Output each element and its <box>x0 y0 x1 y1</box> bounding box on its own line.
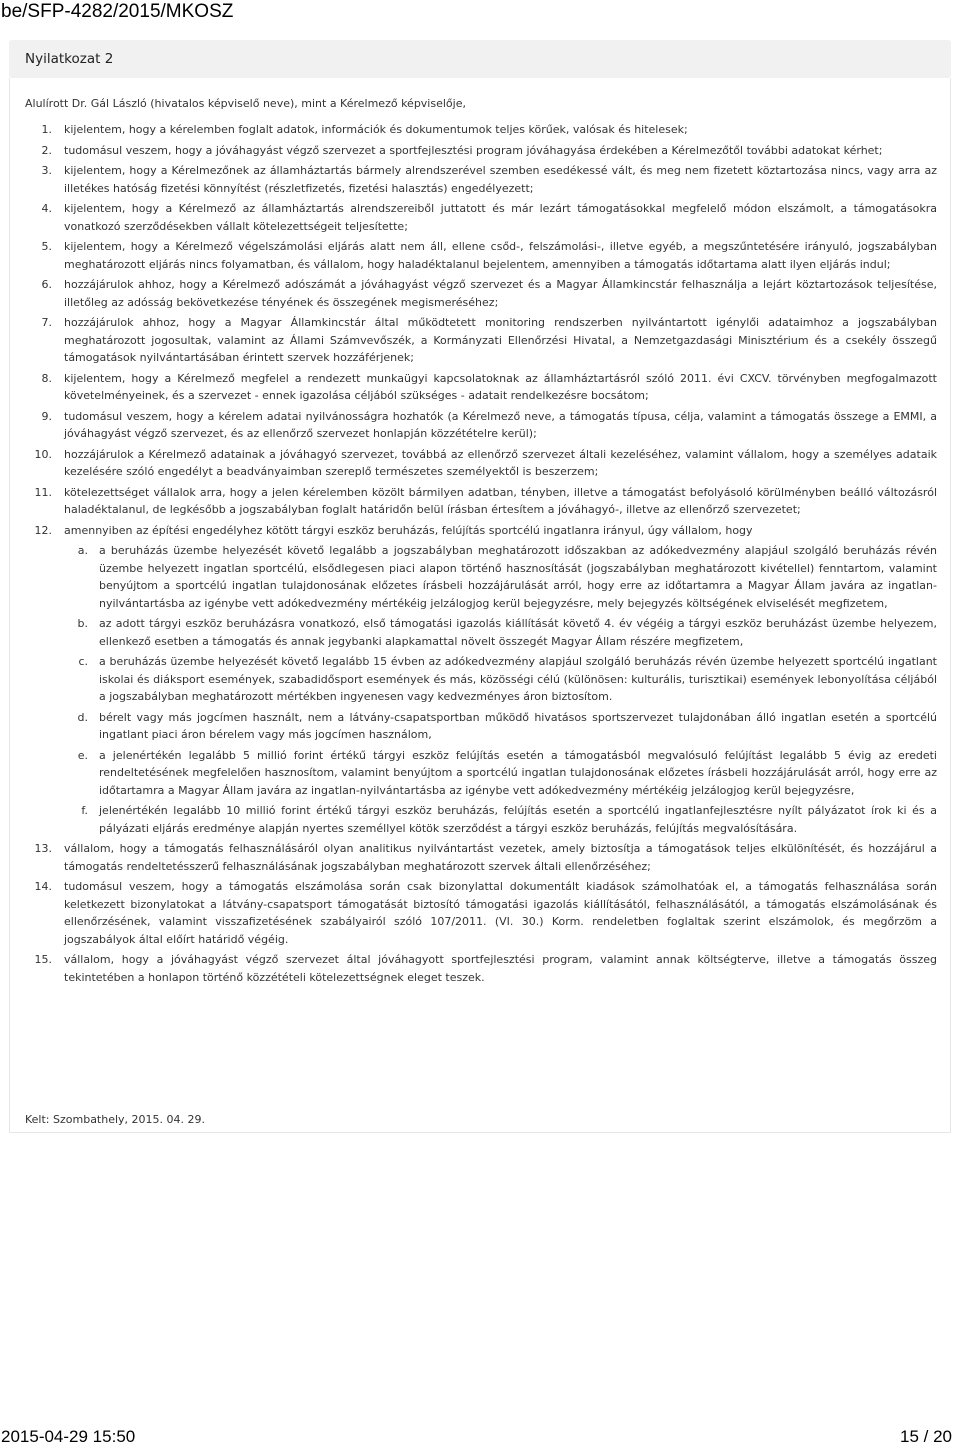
list-item-text: hozzájárulok ahhoz, hogy a Magyar Államkincstár által működtetett monitoring rendszerben nyilvántartott igénylői adataimhoz a jogszabályban meghatározott jogosultak, valamint az Állami Számvevőszék, a Kormányzati Ellenőrzési Hivatal, a Nemzetgazdasági Minisztérium és a csekély összegű támogatások nyilvántartásában érintett szervek hozzáférjenek; <box>64 316 937 364</box>
list-item <box>9 840 951 875</box>
list-item <box>9 162 951 197</box>
list-item-text: vállalom, hogy a jóváhagyást végző szervezet által jóváhagyott sportfejlesztési program, valamint annak költségterve, illetve a támogatás összeg tekintetében a honlapon történő közzétételi kötelezettségnek eleget teszek. <box>64 953 937 984</box>
list-item-text: tudomásul veszem, hogy a jóváhagyást végző szervezet a sportfejlesztési program jóváhagyása érdekében a Kérelmezőtől további adatokat kérhet; <box>64 143 883 157</box>
list-item-number: 4. <box>41 202 52 215</box>
sub-list-item-text: bérelt vagy más jogcímen használt, nem a látvány-csapatsportban működő hivatásos sportszervezet tulajdonában álló ingatlan esetén a sportcélú ingatlant piaci áron bérelem vagy más jogcímen használom, <box>99 710 937 741</box>
sub-list-item <box>9 802 951 837</box>
sub-list-item <box>9 747 951 800</box>
sub-list-item-text: jelenértékén legalább 10 millió forint értékű tárgyi eszköz beruházás, felújítás esetén a sportcélú ingatlanfejlesztésre nyílt pályázatot írok ki és a pályázati eljárás eredménye alapján nyertes személlyel kötök szerződést a tárgyi eszköz beruházás, felújítás megvalósítására. <box>99 804 937 835</box>
sub-list-item-text: a beruházás üzembe helyezését követő legalább a jogszabályban meghatározott időszakban az adókedvezmény alapjául szolgáló beruházás révén üzembe helyezett ingatlan sportcélú, elsődlegesen piaci alapon történő hasznosítását (jogszabályban meghatározott kivétellel) fenntartom, valamint benyújtom a sportcélú ingatlan tulajdonosának előzetes írásbeli hozzájárulását arról, hogy erre az időtartamra a Magyar Állam javára az ingatlan-nyilvántartásba az igénybe vett adókedvezmény mértékéig jelzálogjog kerül bejegyzésre, mely bejegyzés költségének elviselését megfizetem, <box>99 544 937 610</box>
statement-section <box>9 40 951 1133</box>
list-item <box>9 370 951 405</box>
list-item-number: 12. <box>34 523 52 537</box>
list-item-text: kijelentem, hogy a Kérelmező végelszámolási eljárás alatt nem áll, ellene csőd-, felszámolási-, illetve egyéb, a megszűntetésére irányuló, jogszabályban meghatározott eljárás nincs folyamatban, és vállalom, hogy haladéktalanul bejelentem, amennyiben a támogatás időtartama alatt ilyen eljárás indul; <box>64 240 937 271</box>
list-item <box>9 408 951 443</box>
document-reference: be/SFP-4282/2015/MKOSZ <box>1 1 234 22</box>
list-item-text: kötelezettséget vállalok arra, hogy a jelen kérelemben közölt bármilyen adatban, tényben, illetve a támogatást befolyásoló körülményben beálló változásról haladéktalanul, de legkésőbb a jogszabályban foglalt határidőn belül írásban értesítem a jóváhagyó-, illetve az ellenőrző szervezetet; <box>64 485 937 516</box>
date-line: Kelt: Szombathely, 2015. 04. 29. <box>25 1113 206 1126</box>
intro-text: Alulírott Dr. Gál László (hivatalos képviselő neve), mint a Kérelmező képviselője, <box>25 97 466 110</box>
sub-list-item-number: b. <box>77 617 88 630</box>
sub-list-item-text: a jelenértékén legalább 5 millió forint értékű tárgyi eszköz felújítás esetén a támogatásból megvalósuló felújítást legalább 5 évig az eredeti rendeltetésének megfelelően hasznosítom, valamint benyújtom a sportcélú ingatlan tulajdonosának előzetes írásbeli hozzájárulását arról, hogy erre az időtartamra a Magyar Állam javára az ingatlan-nyilvántartásba az igénybe vett adókedvezmény mértékéig jelzálogjog kerül bejegyzésre, <box>99 748 937 797</box>
list-item <box>9 238 951 273</box>
list-item-text: vállalom, hogy a támogatás felhasználásáról olyan analitikus nyilvántartást vezetek, amely biztosítja a támogatások teljes elkülönítését, és hozzájárul a támogatás rendeltetésszerű felhasználásának jogszabályban meghatározott szervek általi ellenőrzéséhez; <box>64 842 937 873</box>
sub-list-item <box>9 542 951 612</box>
list-item <box>9 446 951 481</box>
sub-list-item-text: az adott tárgyi eszköz beruházásra vonatkozó, első támogatási igazolás kiállítását követő 4. év végéig a tárgyi eszköz beruházást üzembe helyezem, ellenkező esetben a támogatás és annak jegybanki alapkamattal növelt összegét Magyar Állam részére megfizetem, <box>99 617 937 648</box>
list-item-number: 6. <box>41 278 52 291</box>
list-item-number: 11. <box>34 485 52 499</box>
list-item-number: 15. <box>34 953 52 966</box>
list-item <box>9 142 951 160</box>
list-item-text: tudomásul veszem, hogy a kérelem adatai nyilvánosságra hozhatók (a Kérelmező neve, a támogatás típusa, célja, valamint a támogatás összege a EMMI, a jóváhagyást végző szervezet, és az ellenőrző szervezet honlapján közzétételre kerül); <box>64 409 937 440</box>
sub-list-item <box>9 615 951 650</box>
list-item <box>9 484 951 519</box>
sub-list-item-text: a beruházás üzembe helyezését követő legalább 15 évben az adókedvezmény alapjául szolgáló beruházás révén üzembe helyezett sportcélú ingatlant iskolai és diáksport események, szabadidősport események és más, közösségi célú (különösen: kulturális, turisztikai) események lebonyolítása céljából a jogszabályban meghatározott mértékben ingyenesen vagy kedvezményes áron biztosítom. <box>99 655 937 703</box>
sub-list-item-number: a. <box>77 544 88 557</box>
list-item-number: 3. <box>41 164 52 177</box>
list-item-number: 9. <box>41 409 52 423</box>
list-item <box>9 878 951 948</box>
list-item <box>9 522 951 540</box>
sub-list-item-number: f. <box>81 804 88 817</box>
list-item-text: kijelentem, hogy a Kérelmezőnek az államháztartás bármely alrendszerével szemben esedékessé vált, és meg nem fizetett köztartozása nincs, vagy arra az illetékes hatóság fizetési könnyítést (részletfizetés, fizetési halasztás) engedélyezett; <box>64 164 937 195</box>
list-item-number: 10. <box>34 447 52 461</box>
list-item-number: 5. <box>41 240 52 253</box>
list-item <box>9 276 951 311</box>
sub-list-item <box>9 709 951 744</box>
sub-list-item-number: d. <box>77 710 88 724</box>
declaration-list <box>9 121 951 989</box>
list-item-text: amennyiben az építési engedélyhez kötött tárgyi eszköz beruházás, felújítás sportcélú ingatlanra irányul, úgy vállalom, hogy <box>64 523 753 537</box>
list-item-number: 1. <box>41 123 52 136</box>
list-item-number: 14. <box>34 880 52 893</box>
section-title: Nyilatkozat 2 <box>25 51 114 67</box>
list-item-text: kijelentem, hogy a Kérelmező az államháztartás alrendszereiből juttatott és már lezárt támogatásokkal megfelelő módon elszámolt, a támogatásokra vonatkozó szerződésekben vállalt kötelezettségeit teljesítette; <box>64 202 937 233</box>
sub-list-item-number: c. <box>78 655 88 668</box>
list-item-number: 2. <box>41 143 52 157</box>
list-item-text: hozzájárulok a Kérelmező adatainak a jóváhagyó szervezet, továbbá az ellenőrző szervezet általi kezeléséhez, valamint vállalom, hogy a személyes adataik kezelésére szóló engedélyt a beadványaimban szereplő természetes személyektől is beszerzem; <box>64 447 937 478</box>
footer-timestamp: 2015-04-29 15:50 <box>1 1427 136 1446</box>
list-item-text: kijelentem, hogy a kérelemben foglalt adatok, információk és dokumentumok teljes körűek, valósak és hitelesek; <box>64 123 688 136</box>
list-item-text: hozzájárulok ahhoz, hogy a Kérelmező adószámát a jóváhagyást végző szervezet és a Magyar Államkincstár felhasználja a lejárt köztartozások teljesítése, illetőleg az adósság bekövetkezése tényének és összegének megismeréséhez; <box>64 278 937 309</box>
list-item <box>9 200 951 235</box>
list-item-text: tudomásul veszem, hogy a támogatás elszámolása során csak bizonylattal dokumentált kiadások számolhatóak el, a támogatás felhasználása során keletkezett bizonylatokat a látvány-csapatsport támogatását biztosító támogatási igazolás kiállításától, felhasználásától, a támogatás elszámolásának és ellenőrzésének, valamint visszafizetésének szabályairól szóló 107/2011. (VI. 30.) Korm. rendeletben foglaltak szerint elszámolok, és megőrzöm a jogszabályok által előírt határidő végéig. <box>64 880 937 946</box>
footer-page-number: 15 / 20 <box>900 1427 952 1446</box>
list-item-number: 13. <box>34 842 52 855</box>
list-item-number: 8. <box>41 371 52 385</box>
list-item <box>9 314 951 367</box>
list-item <box>9 121 951 139</box>
list-item-text: kijelentem, hogy a Kérelmező megfelel a rendezett munkaügyi kapcsolatoknak az államháztartásról szóló 2011. évi CXCV. törvényben megfogalmazott követelményeinek, és a szervezet - ennek igazolása céljából szükséges - adatait rendelkezésre bocsátom; <box>64 371 937 402</box>
sub-list-item-number: e. <box>77 748 88 762</box>
list-item-number: 7. <box>41 316 52 329</box>
sub-list-item <box>9 653 951 706</box>
list-item <box>9 951 951 986</box>
section-header <box>9 40 951 78</box>
